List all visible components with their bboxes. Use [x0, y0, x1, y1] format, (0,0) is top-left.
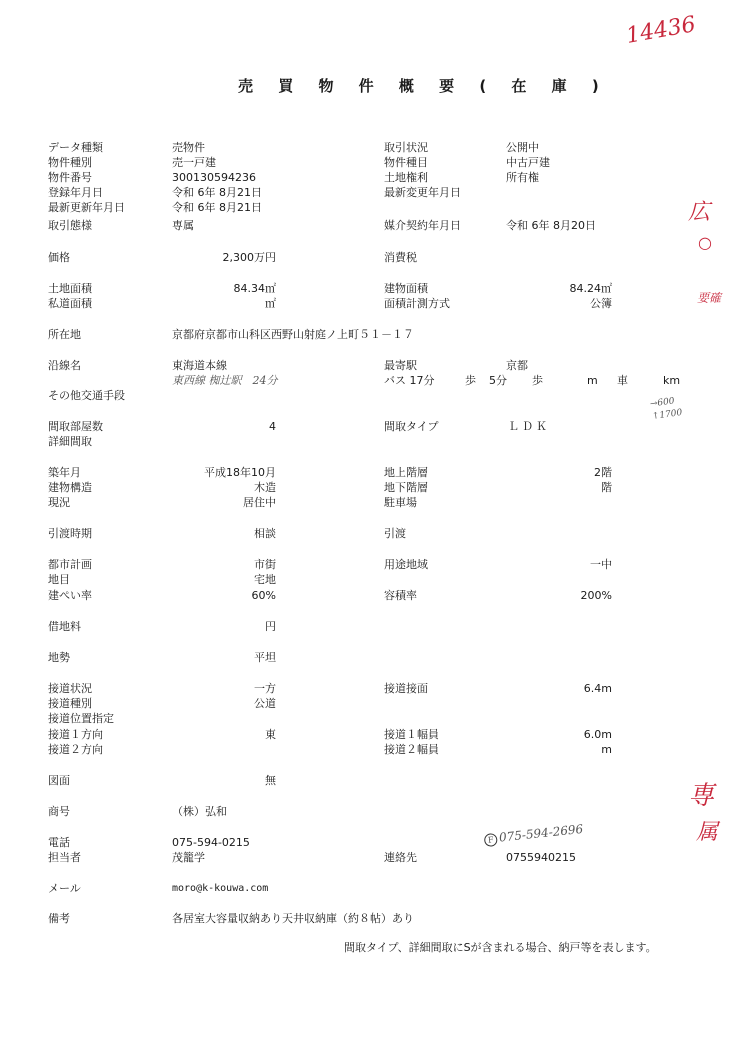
value-status: 居住中 [243, 496, 276, 509]
label-terrain: 地勢 [48, 651, 70, 664]
value-property-item: 中古戸建 [506, 156, 550, 169]
value-trade-mode: 専属 [172, 219, 194, 232]
label-road-frontage: 接道接面 [384, 682, 428, 695]
value-floors-below: 階 [601, 481, 612, 494]
label-layout-detail: 詳細間取 [48, 435, 92, 448]
handwritten-mode-note-1: 専 [688, 781, 715, 811]
value-land-right: 所有権 [506, 171, 539, 184]
handwritten-top-number: 14436 [624, 12, 698, 49]
label-meters: m [587, 374, 598, 387]
label-walk-2: 歩 [532, 374, 543, 387]
label-land-category: 地目 [48, 573, 70, 586]
label-road-status: 接道状況 [48, 682, 92, 695]
label-land-area: 土地面積 [48, 282, 92, 295]
value-far: 200% [580, 589, 612, 602]
label-status: 現況 [48, 496, 70, 509]
label-property-no: 物件番号 [48, 171, 92, 184]
label-other-transport: その他交通手段 [48, 389, 125, 402]
label-company: 商号 [48, 805, 70, 818]
label-remarks: 備考 [48, 912, 70, 925]
label-city-plan: 都市計画 [48, 558, 92, 571]
handwritten-right-note-3: 要確 [697, 291, 722, 305]
label-building-area: 建物面積 [384, 282, 428, 295]
label-phone: 電話 [48, 836, 70, 849]
value-contract-date: 令和 6年 8月20日 [506, 219, 596, 232]
handwritten-transport-note: 東西線 椥辻駅 24分 [172, 374, 278, 387]
value-price: 2,300万円 [222, 251, 276, 264]
label-road1-dir: 接道１方向 [48, 728, 103, 741]
value-lease-fee: 円 [265, 620, 276, 633]
label-road1-width: 接道１幅員 [384, 728, 439, 741]
value-road2-width: m [601, 743, 612, 756]
handwritten-fax-note [484, 823, 584, 847]
handwritten-mode-note-2: 属 [696, 820, 719, 845]
value-contact: 0755940215 [506, 851, 576, 864]
value-staff: 茂籠学 [172, 851, 205, 864]
label-use-zone: 用途地域 [384, 558, 428, 571]
footnote: 間取タイプ、詳細間取にSが含まれる場合、納戸等を表します。 [344, 941, 657, 954]
value-road1-dir: 東 [265, 728, 276, 741]
label-bus: バス 17分 [384, 374, 435, 387]
value-road-status: 一方 [254, 682, 276, 695]
label-registered: 登録年月日 [48, 186, 103, 199]
label-address: 所在地 [48, 328, 81, 341]
label-rooms: 間取部屋数 [48, 420, 103, 433]
value-area-method: 公簿 [590, 297, 612, 310]
label-email: メール [48, 882, 81, 895]
label-road-designation: 接道位置指定 [48, 712, 114, 725]
value-private-road: ㎡ [265, 297, 276, 310]
value-walk-min: 5分 [489, 374, 507, 387]
value-road1-width: 6.0m [583, 728, 612, 741]
label-data-type: データ種類 [48, 141, 103, 154]
label-car: 車 [617, 374, 628, 387]
handwritten-price-note-2: ↑1700 [651, 407, 683, 423]
value-rooms: 4 [269, 420, 276, 433]
label-contact: 連絡先 [384, 851, 417, 864]
value-address: 京都府京都市山科区西野山射庭ノ上町５１－１７ [172, 328, 414, 341]
label-staff: 担当者 [48, 851, 81, 864]
label-road2-width: 接道２幅員 [384, 743, 439, 756]
label-handover-time: 引渡時期 [48, 527, 92, 540]
handwritten-right-note-1: 広 [688, 200, 711, 225]
label-property-kind: 物件種別 [48, 156, 92, 169]
value-drawing: 無 [265, 774, 276, 787]
label-handover: 引渡 [384, 527, 406, 540]
label-last-changed: 最新変更年月日 [384, 186, 461, 199]
value-layout-type: ＬＤＫ [508, 420, 550, 433]
value-email: moro@k-kouwa.com [172, 883, 269, 894]
value-built: 平成18年10月 [204, 466, 276, 479]
value-last-updated: 令和 6年 8月21日 [172, 201, 262, 214]
value-use-zone: 一中 [590, 558, 612, 571]
value-company: （株）弘和 [172, 805, 227, 818]
value-property-no: 300130594236 [172, 171, 256, 184]
value-building-area: 84.24㎡ [569, 282, 612, 295]
label-private-road: 私道面積 [48, 297, 92, 310]
value-remarks: 各居室大容量収納あり天井収納庫（約８帖）あり [172, 912, 414, 925]
label-walk: 歩 [465, 374, 476, 387]
fax-circle-mark: F [484, 833, 498, 847]
label-floors-above: 地上階層 [384, 466, 428, 479]
label-trade-mode: 取引態様 [48, 219, 92, 232]
value-city-plan: 市街 [254, 558, 276, 571]
value-structure: 木造 [254, 481, 276, 494]
value-line: 東海道本線 [172, 359, 227, 372]
label-station: 最寄駅 [384, 359, 417, 372]
label-area-method: 面積計測方式 [384, 297, 450, 310]
label-road2-dir: 接道２方向 [48, 743, 103, 756]
label-trade-status: 取引状況 [384, 141, 428, 154]
label-contract-date: 媒介契約年月日 [384, 219, 461, 232]
value-trade-status: 公開中 [506, 141, 539, 154]
label-land-right: 土地権利 [384, 171, 428, 184]
label-drawing: 図面 [48, 774, 70, 787]
label-structure: 建物構造 [48, 481, 92, 494]
value-road-type: 公道 [254, 697, 276, 710]
value-station: 京都 [506, 359, 528, 372]
value-data-type: 売物件 [172, 141, 205, 154]
label-built: 築年月 [48, 466, 81, 479]
label-km: km [663, 374, 681, 387]
handwritten-fax-number: 075-594-2696 [498, 821, 584, 845]
value-registered: 令和 6年 8月21日 [172, 186, 262, 199]
value-phone: 075-594-0215 [172, 836, 250, 849]
value-terrain: 平坦 [254, 651, 276, 664]
label-parking: 駐車場 [384, 496, 417, 509]
label-layout-type: 間取タイプ [384, 420, 439, 433]
value-floors-above: 2階 [594, 466, 612, 479]
handwritten-price-note-1: →600 [649, 396, 676, 410]
label-lease-fee: 借地料 [48, 620, 81, 633]
value-land-category: 宅地 [254, 573, 276, 586]
value-property-kind: 売一戸建 [172, 156, 216, 169]
value-bcr: 60% [251, 589, 276, 602]
label-floors-below: 地下階層 [384, 481, 428, 494]
document-title: 売 買 物 件 概 要 ( 在 庫 ) [238, 77, 609, 95]
value-land-area: 84.34㎡ [233, 282, 276, 295]
handwritten-right-note-2: ○ [698, 233, 712, 252]
label-bcr: 建ぺい率 [48, 589, 92, 602]
label-last-updated: 最新更新年月日 [48, 201, 125, 214]
label-line: 沿線名 [48, 359, 81, 372]
label-price: 価格 [48, 251, 70, 264]
value-road-frontage: 6.4m [583, 682, 612, 695]
label-road-type: 接道種別 [48, 697, 92, 710]
label-far: 容積率 [384, 589, 417, 602]
label-property-item: 物件種目 [384, 156, 428, 169]
value-handover-time: 相談 [254, 527, 276, 540]
label-tax: 消費税 [384, 251, 417, 264]
